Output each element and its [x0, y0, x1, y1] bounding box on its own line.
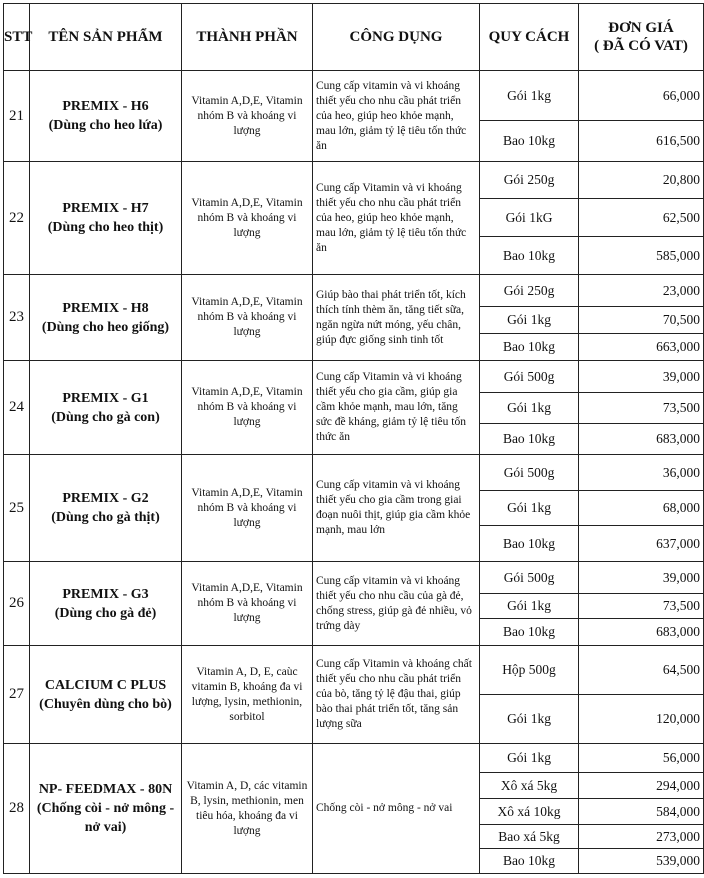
product-name	[30, 646, 182, 744]
variant-spec: Gói 500g	[480, 361, 579, 393]
product-usage: Cung cấp vitamin và vi khoáng thiết yếu cho nhu cầu của gà đẻ, chống stress, giúp gà đẻ nhiều, vỏ trứng dày	[313, 562, 480, 646]
variant-spec: Gói 1kg	[480, 594, 579, 619]
variant-price: 637,000	[579, 526, 704, 562]
variant-price: 683,000	[579, 619, 704, 646]
variant-price: 663,000	[579, 334, 704, 361]
variant-price: 66,000	[579, 71, 704, 121]
table-body	[4, 71, 704, 874]
variant-price: 539,000	[579, 849, 704, 874]
product-number: 24	[4, 361, 30, 455]
product-composition: Vitamin A, D, các vitamin B, lysin, methionin, men tiêu hóa, khoáng đa vi lượng	[182, 744, 313, 874]
table-row	[4, 162, 704, 199]
product-subtitle: (Dùng cho gà thịt)	[51, 510, 160, 525]
product-name	[30, 162, 182, 275]
product-usage: Cung cấp Vitamin và khoáng chất thiết yếu cho nhu cầu phát triển của bò, tăng tỷ lệ đậu thai, giúp bào thai phát triển tốt, tăng sản lượng sữa	[313, 646, 480, 744]
price-table	[3, 3, 704, 874]
product-subtitle: (Chuyên dùng cho bò)	[39, 696, 172, 712]
header-composition: THÀNH PHẦN	[182, 4, 313, 71]
product-number: 28	[4, 744, 30, 874]
product-number: 22	[4, 162, 30, 275]
table-row	[4, 744, 704, 773]
variant-spec: Gói 1kg	[480, 744, 579, 773]
variant-price: 683,000	[579, 424, 704, 455]
product-title: PREMIX - H8	[62, 300, 149, 316]
product-composition: Vitamin A,D,E, Vitamin nhóm B và khoáng vi lượng	[182, 162, 313, 275]
product-number: 23	[4, 275, 30, 361]
product-title: PREMIX - G1	[62, 390, 149, 406]
variant-spec: Bao 10kg	[480, 424, 579, 455]
header-stt: STT	[4, 4, 30, 71]
product-number: 25	[4, 455, 30, 562]
variant-price: 585,000	[579, 237, 704, 275]
header-product-name: TÊN SẢN PHẨM	[30, 4, 182, 71]
product-name	[30, 455, 182, 562]
variant-price: 39,000	[579, 562, 704, 594]
product-title: CALCIUM C PLUS	[44, 677, 167, 693]
variant-price: 56,000	[579, 744, 704, 773]
variant-spec: Gói 500g	[480, 455, 579, 491]
header-price-label: ĐƠN GIÁ	[608, 20, 674, 36]
variant-price: 39,000	[579, 361, 704, 393]
variant-spec: Bao xá 5kg	[480, 825, 579, 849]
variant-price: 36,000	[579, 455, 704, 491]
product-usage: Giúp bào thai phát triển tốt, kích thích tính thèm ăn, tăng tiết sữa, ngăn ngừa nứt móng, yếu chân, giúp đực giống sinh tinh tốt	[313, 275, 480, 361]
variant-spec: Gói 1kG	[480, 199, 579, 237]
variant-price: 20,800	[579, 162, 704, 199]
variant-spec: Xô xá 5kg	[480, 773, 579, 799]
header-price	[579, 4, 704, 71]
table-row	[4, 275, 704, 307]
variant-price: 73,500	[579, 393, 704, 424]
header-price-vat-note: ( ĐÃ CÓ VAT)	[594, 38, 688, 54]
product-number: 26	[4, 562, 30, 646]
header-usage: CÔNG DỤNG	[313, 4, 480, 71]
product-title: PREMIX - H6	[62, 99, 149, 114]
product-composition: Vitamin A,D,E, Vitamin nhóm B và khoáng vi lượng	[182, 455, 313, 562]
variant-price: 62,500	[579, 199, 704, 237]
product-name	[30, 562, 182, 646]
variant-spec: Gói 500g	[480, 562, 579, 594]
table-row	[4, 361, 704, 393]
product-composition: Vitamin A,D,E, Vitamin nhóm B và khoáng vi lượng	[182, 562, 313, 646]
variant-spec: Bao 10kg	[480, 237, 579, 275]
header-spec: QUY CÁCH	[480, 4, 579, 71]
variant-price: 120,000	[579, 695, 704, 744]
variant-price: 294,000	[579, 773, 704, 799]
variant-spec: Bao 10kg	[480, 849, 579, 874]
variant-spec: Gói 1kg	[480, 393, 579, 424]
product-title: PREMIX - H7	[62, 201, 149, 216]
product-title: PREMIX - G3	[62, 586, 149, 602]
variant-price: 23,000	[579, 275, 704, 307]
product-name	[30, 744, 182, 874]
table-row	[4, 562, 704, 594]
variant-price: 616,500	[579, 121, 704, 162]
variant-spec: Gói 250g	[480, 162, 579, 199]
product-title: NP- FEEDMAX - 80N	[38, 782, 173, 797]
variant-price: 73,500	[579, 594, 704, 619]
product-usage: Cung cấp vitamin và vi khoáng thiết yếu cho nhu cầu phát triển của heo, giúp heo khỏe mạnh, mau lớn, giảm tỷ lệ tiêu tốn thức ăn	[313, 71, 480, 162]
variant-spec: Bao 10kg	[480, 619, 579, 646]
product-name	[30, 275, 182, 361]
product-subtitle: (Dùng cho heo lứa)	[48, 118, 163, 133]
variant-spec: Gói 1kg	[480, 491, 579, 526]
variant-price: 70,500	[579, 307, 704, 334]
variant-spec: Bao 10kg	[480, 526, 579, 562]
table-row	[4, 455, 704, 491]
product-name	[30, 361, 182, 455]
variant-price: 584,000	[579, 799, 704, 825]
variant-spec: Hộp 500g	[480, 646, 579, 695]
product-title: PREMIX - G2	[62, 491, 149, 506]
variant-spec: Xô xá 10kg	[480, 799, 579, 825]
product-subtitle: (Dùng cho gà đẻ)	[54, 605, 157, 621]
variant-spec: Gói 1kg	[480, 695, 579, 744]
variant-spec: Gói 1kg	[480, 71, 579, 121]
variant-spec: Bao 10kg	[480, 334, 579, 361]
variant-price: 64,500	[579, 646, 704, 695]
product-subtitle: (Dùng cho heo giống)	[41, 319, 170, 335]
product-number: 21	[4, 71, 30, 162]
product-number: 27	[4, 646, 30, 744]
product-composition: Vitamin A,D,E, Vitamin nhóm B và khoáng vi lượng	[182, 71, 313, 162]
product-usage: Chống còi - nở mông - nở vai	[313, 744, 480, 874]
variant-price: 68,000	[579, 491, 704, 526]
header-row	[4, 4, 704, 71]
product-usage: Cung cấp Vitamin và vi khoáng thiết yếu cho nhu cầu phát triển của heo, giúp heo khỏe mạnh, mau lớn, giảm tỷ lệ tiêu tốn thức ăn	[313, 162, 480, 275]
product-name	[30, 71, 182, 162]
product-usage: Cung cấp vitamin và vi khoáng thiết yếu cho gia cầm trong giai đoạn nuôi thịt, giúp gia cầm khỏe mạnh, mau lớn	[313, 455, 480, 562]
product-subtitle: (Chống còi - nở mông - nở vai)	[36, 801, 175, 835]
product-usage: Cung cấp Vitamin và vi khoáng thiết yếu cho gia cầm, giúp gia cầm khỏe mạnh, mau lớn, tăng sức đề kháng, giảm tỷ lệ tiêu tốn thức ăn	[313, 361, 480, 455]
variant-spec: Bao 10kg	[480, 121, 579, 162]
product-composition: Vitamin A,D,E, Vitamin nhóm B và khoáng vi lượng	[182, 275, 313, 361]
product-subtitle: (Dùng cho heo thịt)	[47, 220, 164, 235]
variant-spec: Gói 1kg	[480, 307, 579, 334]
variant-spec: Gói 250g	[480, 275, 579, 307]
table-row	[4, 71, 704, 121]
product-composition: Vitamin A, D, E, caùc vitamin B, khoáng đa vi lượng, lysin, methionin, sorbitol	[182, 646, 313, 744]
product-subtitle: (Dùng cho gà con)	[51, 409, 160, 425]
table-row	[4, 646, 704, 695]
variant-price: 273,000	[579, 825, 704, 849]
product-composition: Vitamin A,D,E, Vitamin nhóm B và khoáng vi lượng	[182, 361, 313, 455]
